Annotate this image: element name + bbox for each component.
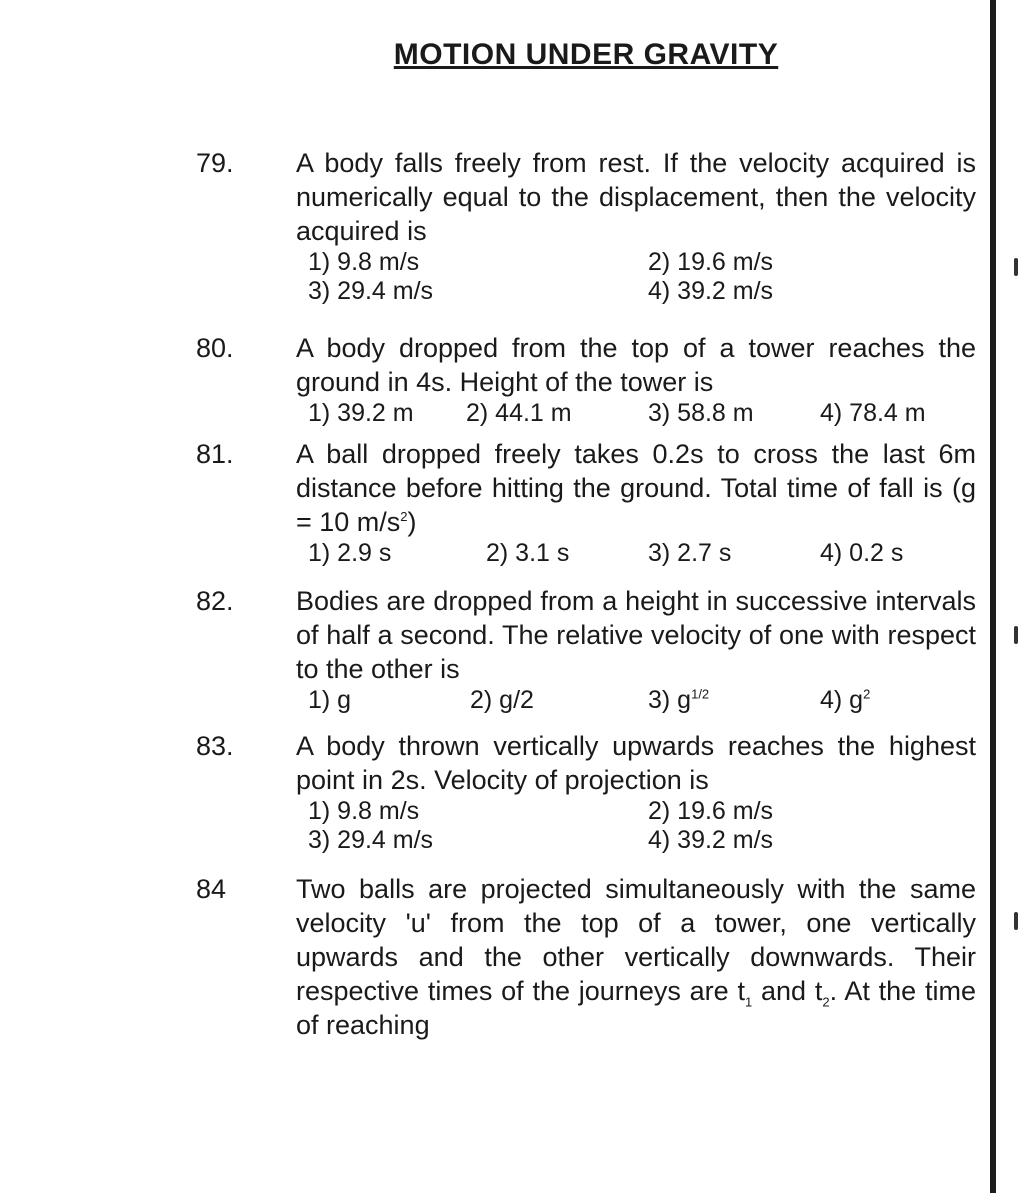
question-80 [196, 331, 976, 428]
edge-mark [1014, 258, 1018, 276]
question-number: 79. [196, 148, 234, 178]
option-3: 3) 29.4 m/s [308, 826, 434, 854]
option-1: 1) g [308, 686, 352, 714]
option-2: 2) 19.6 m/s [648, 248, 774, 276]
option-3: 3) 2.7 s [648, 539, 732, 567]
option-1: 1) 9.8 m/s [308, 248, 420, 276]
option-3: 3) 29.4 m/s [308, 277, 434, 305]
question-84 [196, 872, 976, 1042]
option-3: 3) $g^{1/2}$ [648, 686, 710, 714]
question-number: 83. [196, 731, 234, 761]
option-4: 4) 0.2 s [820, 539, 904, 567]
option-4: 4) 78.4 m [820, 399, 926, 427]
option-1: 1) 39.2 m [308, 399, 414, 427]
option-3: 3) 58.8 m [648, 399, 754, 427]
option-2: 2) 3.1 s [486, 539, 570, 567]
question-number: 80. [196, 333, 234, 363]
option-4: 4) 39.2 m/s [648, 826, 774, 854]
option-2: 2) g/2 [470, 686, 534, 714]
option-4: 4) $g^2$ [820, 686, 871, 714]
edge-mark [1014, 626, 1018, 644]
question-text: A body thrown vertically upwards reaches the highest point in 2s. Velocity of projection is [296, 731, 976, 795]
option-1: 1) 2.9 s [308, 539, 392, 567]
question-number: 81. [196, 439, 234, 469]
option-2: 2) 44.1 m [466, 399, 572, 427]
question-83 [196, 729, 976, 855]
question-text: A body dropped from the top of a tower reaches the ground in 4s. Height of the tower is [296, 333, 976, 397]
question-82 [196, 584, 976, 715]
option-1: 1) 9.8 m/s [308, 797, 420, 825]
question-text: A ball dropped freely takes 0.2s to cross the last 6m distance before hitting the ground. Total time of fall is (g = 10 $m/s^2$) [296, 439, 976, 537]
options-row [300, 686, 976, 715]
question-number: 82. [196, 586, 234, 616]
options-row [300, 248, 976, 277]
question-79 [196, 146, 976, 306]
question-text: Bodies are dropped from a height in successive intervals of half a second. The relative velocity of one with respect to the other is [296, 586, 976, 684]
options-row [300, 539, 976, 568]
question-number: 84 [196, 874, 227, 904]
question-text: Two balls are projected simultaneously with the same velocity 'u' from the top of a tower, one vertically upwards and the other vertically downwards. Their respective times of the journeys are $t_1$ and $t_2$. At the time of reaching [296, 874, 976, 1040]
options-row [300, 826, 976, 855]
options-row [300, 797, 976, 826]
option-4: 4) 39.2 m/s [648, 277, 774, 305]
page-edge-line [990, 0, 996, 1193]
option-2: 2) 19.6 m/s [648, 797, 774, 825]
edge-mark [1014, 912, 1018, 930]
options-row [300, 277, 976, 306]
question-81 [196, 437, 976, 568]
options-row [300, 399, 976, 428]
page-title: MOTION UNDER GRAVITY [393, 38, 779, 71]
question-text: A body falls freely from rest. If the velocity acquired is numerically equal to the displacement, then the velocity acquired is [296, 148, 976, 246]
